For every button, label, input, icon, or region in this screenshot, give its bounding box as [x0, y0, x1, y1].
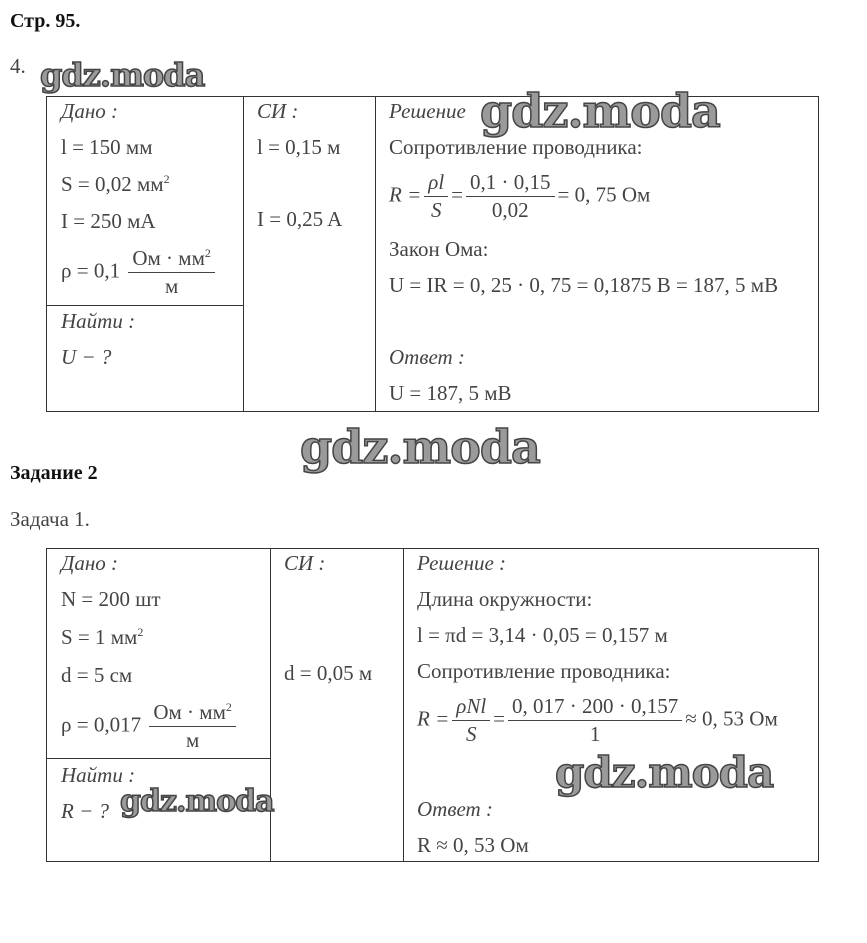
given-text: S = 1 мм	[61, 625, 138, 649]
divider	[47, 758, 270, 759]
given-rho	[61, 247, 218, 298]
divider	[403, 549, 404, 861]
find-label: Найти :	[61, 763, 136, 787]
find-label: Найти :	[61, 309, 136, 333]
given-text: S = 0,02 мм	[61, 172, 164, 196]
watermark: gdz.moda	[300, 420, 540, 474]
solution-table-1	[46, 96, 819, 412]
rho-unit-fraction: $\frac{Ом \cdot мм^2}{м}$	[128, 247, 215, 298]
watermark: gdz.moda	[40, 56, 205, 94]
rho-num: Ом · мм	[132, 246, 205, 270]
solution-label: Решение :	[417, 551, 507, 575]
given-item: N = 200 шт	[61, 587, 161, 611]
page-number: Стр. 95.	[10, 10, 81, 32]
answer-label: Ответ :	[417, 797, 493, 821]
frac-num: ρl	[424, 171, 448, 197]
rho-prefix: ρ = 0,017	[61, 712, 142, 737]
solution-line: Сопротивление проводника:	[417, 659, 671, 683]
frac-den: 1	[589, 722, 601, 747]
solution-label: Решение	[389, 99, 466, 123]
find-value: R − ?	[61, 799, 109, 823]
problem-number: 4.	[10, 54, 26, 78]
r-result: = 0, 75 Ом	[557, 182, 651, 207]
frac-den: S	[430, 198, 442, 223]
frac-den: 0,02	[491, 198, 529, 223]
rho-num: Ом · мм	[153, 700, 226, 724]
solution-line: l = πd = 3,14 · 0,05 = 0,157 м	[417, 623, 668, 647]
rho-den: м	[164, 274, 179, 299]
solution-line: Сопротивление проводника:	[389, 135, 643, 159]
given-item: S = 1 $мм^2$	[61, 625, 144, 649]
watermark: gdz.moda	[555, 748, 774, 797]
watermark: gdz.moda	[480, 84, 720, 138]
find-value: U − ?	[61, 345, 112, 369]
divider	[47, 305, 243, 306]
divider	[243, 97, 244, 411]
formula-resistance: R = $\frac{\text{ρNl}}{S}$ = $\frac{0, 017 \cdot 200 \cdot 0,157}{1}$ ≈ 0, 53 Ом	[417, 694, 778, 747]
solution-line: Закон Ома:	[389, 237, 489, 261]
si-item: I = 0,25 A	[257, 207, 343, 231]
given-item: S = 0,02 $мм^2$	[61, 172, 170, 196]
r-prefix: R =	[389, 182, 422, 207]
given-rho	[61, 701, 239, 752]
given-label: Дано :	[61, 551, 119, 575]
formula-resistance: R = $\frac{\rho l}{S}$ = $\frac{0,1 \cdot 0,15}{0,02}$ = 0, 75 Ом	[389, 170, 651, 223]
frac-num: 0, 017 · 200 · 0,157	[508, 695, 682, 721]
divider	[375, 97, 376, 411]
section-title: Задание 2	[10, 462, 98, 484]
si-item: l = 0,15 м	[257, 135, 341, 159]
frac-den: S	[465, 722, 477, 747]
frac-num: 0,1 · 0,15	[466, 171, 555, 197]
r-prefix: R =	[417, 706, 450, 731]
task-title: Задача 1.	[10, 507, 90, 531]
given-item: I = 250 мА	[61, 209, 156, 233]
rho-unit-fraction: $\frac{Ом \cdot мм^2}{м}$	[149, 701, 236, 752]
given-item: d = 5 см	[61, 663, 133, 687]
si-item: d = 0,05 м	[284, 661, 373, 685]
r-result: ≈ 0, 53 Ом	[685, 706, 778, 731]
rho-prefix: ρ = 0,1	[61, 258, 121, 283]
given-label: Дано :	[61, 99, 119, 123]
solution-line: Длина окружности:	[417, 587, 593, 611]
answer-value: U = 187, 5 мВ	[389, 381, 512, 405]
watermark: gdz.moda	[120, 784, 274, 819]
frac-num: ρNl	[452, 695, 490, 721]
si-label: СИ :	[284, 551, 326, 575]
answer-value: R ≈ 0, 53 Ом	[417, 833, 529, 857]
answer-label: Ответ :	[389, 345, 465, 369]
solution-line: U = IR = 0, 25 · 0, 75 = 0,1875 B = 187, 5 мВ	[389, 273, 779, 297]
rho-den: м	[185, 728, 200, 753]
si-label: СИ :	[257, 99, 299, 123]
given-item: l = 150 мм	[61, 135, 153, 159]
